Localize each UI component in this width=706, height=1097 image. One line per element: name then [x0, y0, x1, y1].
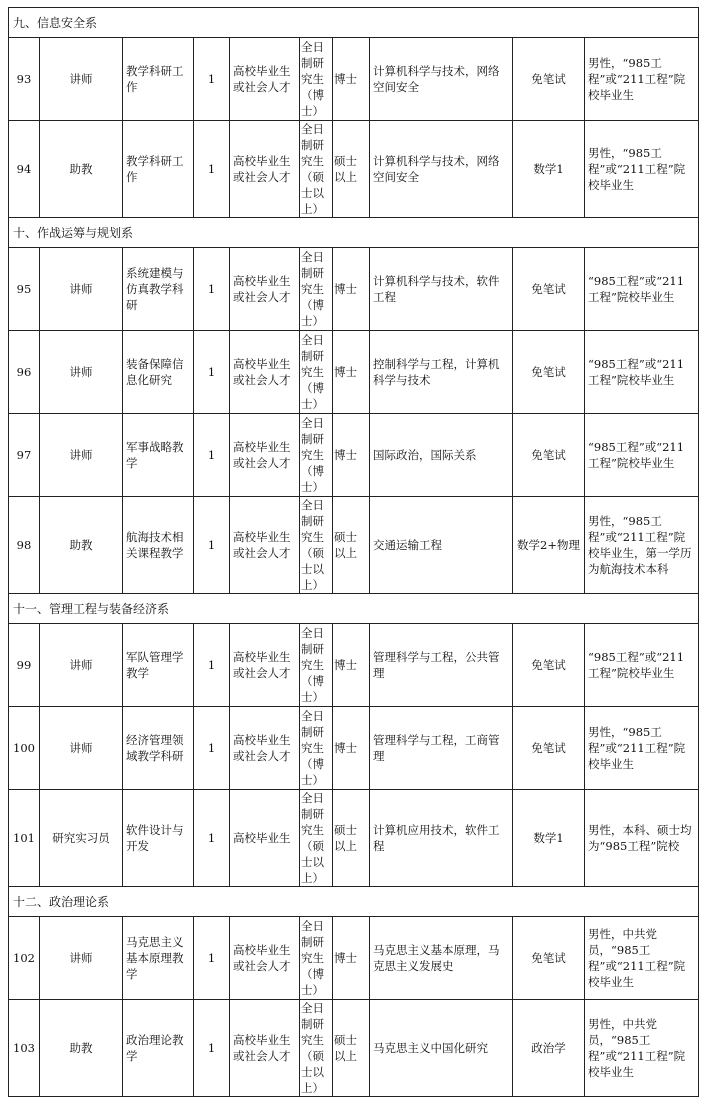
major-cell: 交通运输工程: [370, 497, 513, 594]
exam-subject-cell: 免笔试: [513, 917, 585, 1000]
position-title-cell: 讲师: [40, 624, 123, 707]
requirements-cell: “985工程”或“211工程”院校毕业生: [585, 624, 699, 707]
section-header-row: [9, 218, 699, 248]
major-cell: 计算机科学与技术，网络空间安全: [370, 121, 513, 218]
education-cell: 全日制研究生（博士）: [300, 331, 333, 414]
headcount-cell: 1: [194, 707, 230, 790]
degree-cell: 硕士以上: [333, 790, 370, 887]
requirements-cell: 男性，“985工程”或“211工程”院校毕业生，第一学历为航海技术本科: [585, 497, 699, 594]
table-row: [9, 624, 699, 707]
candidate-source-cell: 高校毕业生或社会人才: [230, 38, 300, 121]
requirements-cell: 男性，中共党员，“985工程”或“211工程”院校毕业生: [585, 917, 699, 1000]
job-content-cell: 装备保障信息化研究: [123, 331, 194, 414]
table-row: [9, 917, 699, 1000]
table-row: [9, 497, 699, 594]
headcount-cell: 1: [194, 38, 230, 121]
major-cell: 计算机科学与技术，网络空间安全: [370, 38, 513, 121]
headcount-cell: 1: [194, 121, 230, 218]
major-cell: 国际政治，国际关系: [370, 414, 513, 497]
position-number-cell: 99: [9, 624, 40, 707]
job-content-cell: 系统建模与仿真教学科研: [123, 248, 194, 331]
position-title-cell: 讲师: [40, 248, 123, 331]
headcount-cell: 1: [194, 1000, 230, 1097]
major-cell: 马克思主义基本原理，马克思主义发展史: [370, 917, 513, 1000]
section-title: 九、信息安全系: [9, 8, 699, 38]
requirements-cell: 男性，“985工程”或“211工程”院校毕业生: [585, 121, 699, 218]
position-title-cell: 讲师: [40, 917, 123, 1000]
position-number-cell: 98: [9, 497, 40, 594]
exam-subject-cell: 政治学: [513, 1000, 585, 1097]
candidate-source-cell: 高校毕业生或社会人才: [230, 497, 300, 594]
degree-cell: 硕士以上: [333, 497, 370, 594]
education-cell: 全日制研究生（硕士以上）: [300, 790, 333, 887]
table-row: [9, 121, 699, 218]
exam-subject-cell: 免笔试: [513, 414, 585, 497]
education-cell: 全日制研究生（硕士以上）: [300, 121, 333, 218]
table-row: [9, 331, 699, 414]
candidate-source-cell: 高校毕业生或社会人才: [230, 331, 300, 414]
position-number-cell: 101: [9, 790, 40, 887]
position-title-cell: 讲师: [40, 707, 123, 790]
candidate-source-cell: 高校毕业生或社会人才: [230, 624, 300, 707]
major-cell: 计算机应用技术，软件工程: [370, 790, 513, 887]
exam-subject-cell: 免笔试: [513, 707, 585, 790]
headcount-cell: 1: [194, 248, 230, 331]
exam-subject-cell: 免笔试: [513, 38, 585, 121]
requirements-cell: 男性，“985工程”或“211工程”院校毕业生: [585, 38, 699, 121]
education-cell: 全日制研究生（博士）: [300, 414, 333, 497]
section-header-row: [9, 8, 699, 38]
table-body: [9, 8, 699, 1097]
position-title-cell: 助教: [40, 497, 123, 594]
position-number-cell: 103: [9, 1000, 40, 1097]
table-row: [9, 38, 699, 121]
position-title-cell: 助教: [40, 121, 123, 218]
table-row: [9, 248, 699, 331]
major-cell: 计算机科学与技术，软件工程: [370, 248, 513, 331]
position-title-cell: 讲师: [40, 414, 123, 497]
degree-cell: 博士: [333, 707, 370, 790]
headcount-cell: 1: [194, 331, 230, 414]
section-title: 十、作战运筹与规划系: [9, 218, 699, 248]
exam-subject-cell: 免笔试: [513, 331, 585, 414]
exam-subject-cell: 数学1: [513, 790, 585, 887]
requirements-cell: “985工程”或“211工程”院校毕业生: [585, 414, 699, 497]
position-number-cell: 100: [9, 707, 40, 790]
degree-cell: 博士: [333, 248, 370, 331]
degree-cell: 硕士以上: [333, 1000, 370, 1097]
major-cell: 管理科学与工程，工商管理: [370, 707, 513, 790]
table-row: [9, 790, 699, 887]
requirements-cell: “985工程”或“211工程”院校毕业生: [585, 248, 699, 331]
education-cell: 全日制研究生（博士）: [300, 707, 333, 790]
candidate-source-cell: 高校毕业生或社会人才: [230, 1000, 300, 1097]
requirements-cell: 男性，中共党员，“985工程”或“211工程”院校毕业生: [585, 1000, 699, 1097]
position-number-cell: 97: [9, 414, 40, 497]
requirements-cell: “985工程”或“211工程”院校毕业生: [585, 331, 699, 414]
education-cell: 全日制研究生（博士）: [300, 917, 333, 1000]
candidate-source-cell: 高校毕业生: [230, 790, 300, 887]
job-content-cell: 软件设计与开发: [123, 790, 194, 887]
section-header-row: [9, 594, 699, 624]
job-content-cell: 经济管理领域教学科研: [123, 707, 194, 790]
headcount-cell: 1: [194, 497, 230, 594]
position-number-cell: 93: [9, 38, 40, 121]
candidate-source-cell: 高校毕业生或社会人才: [230, 121, 300, 218]
headcount-cell: 1: [194, 414, 230, 497]
table-row: [9, 707, 699, 790]
job-content-cell: 教学科研工作: [123, 38, 194, 121]
section-title: 十一、管理工程与装备经济系: [9, 594, 699, 624]
major-cell: 马克思主义中国化研究: [370, 1000, 513, 1097]
position-title-cell: 讲师: [40, 331, 123, 414]
headcount-cell: 1: [194, 917, 230, 1000]
education-cell: 全日制研究生（博士）: [300, 624, 333, 707]
section-title: 十二、政治理论系: [9, 887, 699, 917]
degree-cell: 博士: [333, 38, 370, 121]
headcount-cell: 1: [194, 624, 230, 707]
candidate-source-cell: 高校毕业生或社会人才: [230, 917, 300, 1000]
degree-cell: 硕士以上: [333, 121, 370, 218]
section-header-row: [9, 887, 699, 917]
job-content-cell: 军队管理学教学: [123, 624, 194, 707]
degree-cell: 博士: [333, 624, 370, 707]
exam-subject-cell: 数学2+物理: [513, 497, 585, 594]
candidate-source-cell: 高校毕业生或社会人才: [230, 248, 300, 331]
degree-cell: 博士: [333, 331, 370, 414]
education-cell: 全日制研究生（硕士以上）: [300, 497, 333, 594]
position-number-cell: 102: [9, 917, 40, 1000]
job-content-cell: 马克思主义基本原理教学: [123, 917, 194, 1000]
headcount-cell: 1: [194, 790, 230, 887]
education-cell: 全日制研究生（博士）: [300, 38, 333, 121]
exam-subject-cell: 免笔试: [513, 248, 585, 331]
job-content-cell: 政治理论教学: [123, 1000, 194, 1097]
exam-subject-cell: 免笔试: [513, 624, 585, 707]
education-cell: 全日制研究生（硕士以上）: [300, 1000, 333, 1097]
table-row: [9, 1000, 699, 1097]
candidate-source-cell: 高校毕业生或社会人才: [230, 707, 300, 790]
major-cell: 控制科学与工程，计算机科学与技术: [370, 331, 513, 414]
position-title-cell: 助教: [40, 1000, 123, 1097]
requirements-cell: 男性，“985工程”或“211工程”院校毕业生: [585, 707, 699, 790]
job-content-cell: 军事战略教学: [123, 414, 194, 497]
education-cell: 全日制研究生（博士）: [300, 248, 333, 331]
position-number-cell: 96: [9, 331, 40, 414]
degree-cell: 博士: [333, 414, 370, 497]
requirements-cell: 男性，本科、硕士均为“985工程”院校: [585, 790, 699, 887]
candidate-source-cell: 高校毕业生或社会人才: [230, 414, 300, 497]
exam-subject-cell: 数学1: [513, 121, 585, 218]
position-number-cell: 94: [9, 121, 40, 218]
job-content-cell: 航海技术相关课程教学: [123, 497, 194, 594]
table-row: [9, 414, 699, 497]
position-number-cell: 95: [9, 248, 40, 331]
job-content-cell: 教学科研工作: [123, 121, 194, 218]
position-title-cell: 讲师: [40, 38, 123, 121]
degree-cell: 博士: [333, 917, 370, 1000]
position-title-cell: 研究实习员: [40, 790, 123, 887]
major-cell: 管理科学与工程，公共管理: [370, 624, 513, 707]
recruitment-table: [8, 7, 699, 1097]
